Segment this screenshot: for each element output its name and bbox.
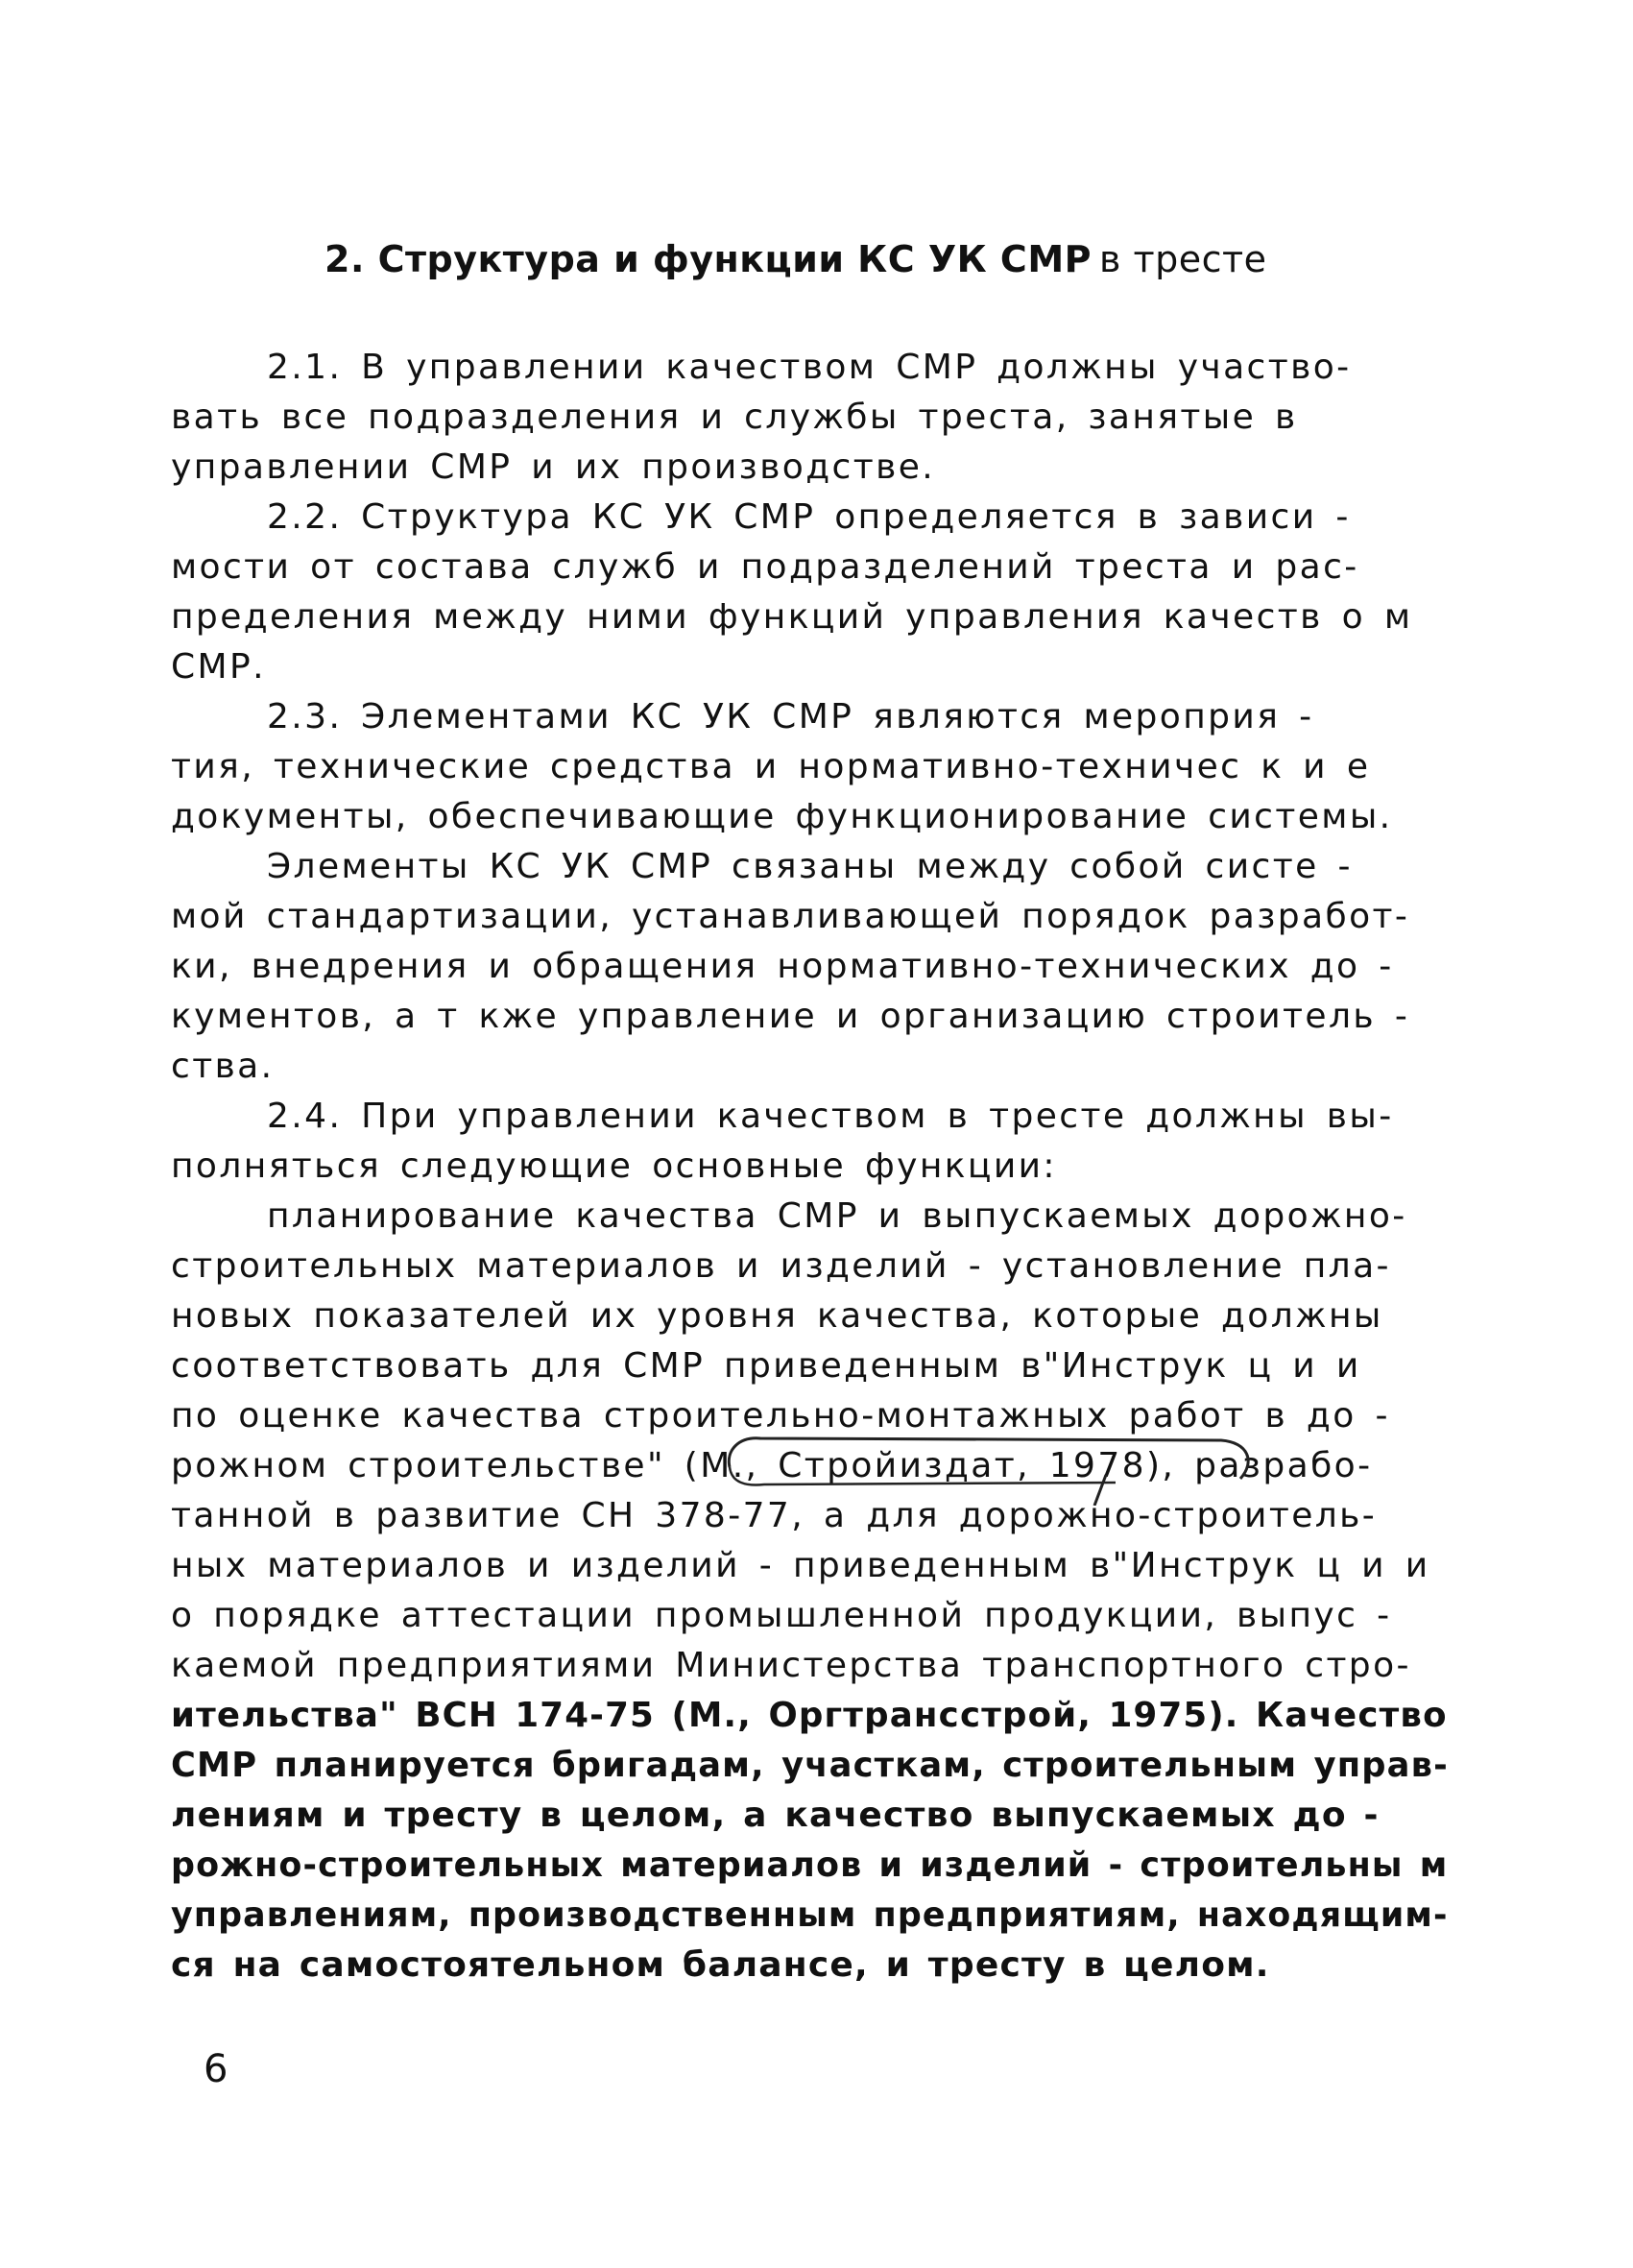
text-line: полняться следующие основные функции: bbox=[171, 1146, 1057, 1186]
text-line: ки, внедрения и обращения нормативно-технических до - bbox=[171, 947, 1394, 986]
text-line: танной в развитие СН 378-77, а для дорожно-строитель- bbox=[171, 1496, 1378, 1535]
section-heading-tail: в тресте bbox=[1099, 238, 1267, 280]
text-line: тия, технические средства и нормативно-техничес к и е bbox=[171, 747, 1371, 786]
text-line: ных материалов и изделий - приведенным в"Инструк ц и и bbox=[171, 1546, 1430, 1585]
handwritten-citation-mark bbox=[722, 1429, 1260, 1506]
text-line: ся на самостоятельном балансе, и тресту в целом. bbox=[171, 1945, 1270, 1985]
text-line: 2.1. В управлении качеством СМР должны участво- bbox=[267, 348, 1352, 387]
text-line: строительных материалов и изделий - установление пла- bbox=[171, 1246, 1391, 1286]
text-line: рожном строительстве" (М., Стройиздат, 1978), разрабо- bbox=[171, 1446, 1373, 1485]
text-line: 2.4. При управлении качеством в тресте должны вы- bbox=[267, 1097, 1394, 1136]
section-heading-main: 2. Структура и функции КС УК СМР bbox=[324, 238, 1092, 280]
text-line: мости от состава служб и подразделений треста и рас- bbox=[171, 547, 1359, 587]
text-line: вать все подразделения и службы треста, занятые в bbox=[171, 398, 1298, 437]
section-heading bbox=[324, 238, 1267, 280]
page-number: 6 bbox=[204, 2047, 228, 2091]
text-line: рожно-строительных материалов и изделий - строительны м bbox=[171, 1846, 1449, 1885]
text-line: СМР. bbox=[171, 647, 266, 687]
text-line: ства. bbox=[171, 1047, 275, 1086]
text-line: о порядке аттестации промышленной продукции, выпус - bbox=[171, 1596, 1392, 1635]
text-line: мой стандартизации, устанавливающей порядок разработ- bbox=[171, 897, 1410, 936]
text-line: по оценке качества строительно-монтажных работ в до - bbox=[171, 1396, 1390, 1436]
text-line: 2.3. Элементами КС УК СМР являются мероприя - bbox=[267, 697, 1314, 736]
text-line: документы, обеспечивающие функционирование системы. bbox=[171, 797, 1393, 836]
text-line: планирование качества СМР и выпускаемых дорожно- bbox=[267, 1196, 1407, 1236]
text-line: каемой предприятиями Министерства транспортного стро- bbox=[171, 1646, 1411, 1685]
text-line: управлениям, производственным предприятиям, находящим- bbox=[171, 1895, 1449, 1935]
text-line: пределения между ними функций управления качеств о м bbox=[171, 597, 1413, 637]
text-line: управлении СМР и их производстве. bbox=[171, 447, 936, 487]
text-line: соответствовать для СМР приведенным в"Инструк ц и и bbox=[171, 1346, 1361, 1386]
text-line: СМР планируется бригадам, участкам, строительным управ- bbox=[171, 1746, 1449, 1785]
body-text bbox=[171, 343, 1457, 1991]
text-line: лениям и тресту в целом, а качество выпускаемых до - bbox=[171, 1796, 1380, 1835]
text-line: Элементы КС УК СМР связаны между собой систе - bbox=[267, 847, 1353, 886]
text-line: 2.2. Структура КС УК СМР определяется в зависи - bbox=[267, 497, 1351, 537]
text-line: ительства" ВСН 174-75 (М., Оргтрансстрой, 1975). Качество bbox=[171, 1696, 1448, 1735]
text-line: кументов, а т кже управление и организацию строитель - bbox=[171, 997, 1410, 1036]
text-line: новых показателей их уровня качества, которые должны bbox=[171, 1296, 1383, 1336]
